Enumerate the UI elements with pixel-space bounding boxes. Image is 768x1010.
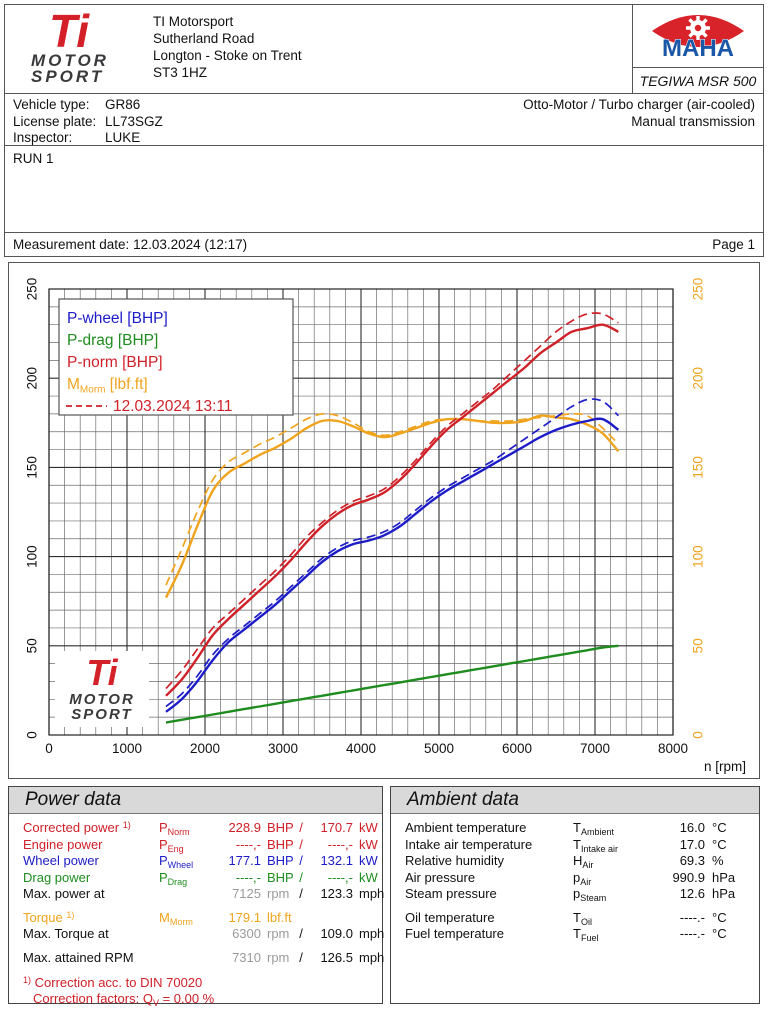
power-row-separator: /	[299, 869, 303, 885]
legend-item: P-drag [BHP]	[67, 332, 159, 349]
power-row	[23, 949, 385, 967]
power-row-symbol	[159, 886, 213, 903]
vehicle-row	[13, 97, 163, 114]
ambient-row-unit: hPa	[712, 886, 736, 901]
svg-text:150: 150	[690, 456, 706, 479]
maha-wordmark: MAHA	[662, 35, 734, 62]
power-row-value2: ----,-	[327, 836, 353, 852]
vehicle-type-value: GR86	[105, 97, 141, 112]
row-gap	[23, 943, 382, 950]
power-row-separator: /	[299, 820, 303, 835]
power-row-symbol: $P_{Wheel}$	[159, 853, 194, 870]
report-header-box	[4, 4, 764, 257]
power-row-label: Max. attained RPM	[23, 949, 134, 965]
svg-text:200: 200	[690, 366, 706, 390]
power-row-value1: 7310	[232, 949, 261, 965]
ambient-row	[405, 837, 759, 854]
vehicle-info-section	[5, 94, 763, 146]
power-row-unit1: BHP	[267, 869, 294, 885]
power-row-value1: ----,-	[235, 869, 261, 885]
inspector-label: Inspector:	[13, 130, 73, 145]
power-row-value2: 109.0	[320, 926, 353, 941]
svg-text:MOTOR: MOTOR	[69, 691, 135, 708]
y-right-labels	[691, 278, 706, 739]
power-data-title: Power data	[9, 787, 382, 814]
power-row-unit2	[353, 910, 379, 927]
shop-address	[133, 5, 302, 93]
svg-text:250: 250	[690, 277, 706, 301]
measurement-row	[5, 233, 763, 256]
ambient-row-symbol: $p_{Air}$	[573, 869, 592, 887]
svg-text:1000: 1000	[111, 741, 143, 756]
ambient-row-symbol: $T_{Intake air}$	[573, 836, 618, 854]
inspector-value: LUKE	[105, 130, 141, 145]
power-data-box	[8, 786, 385, 1008]
power-row-separator: /	[299, 853, 303, 868]
engine-type-line: Otto-Motor / Turbo charger (air-cooled)	[523, 97, 755, 112]
ambient-row	[405, 910, 759, 927]
power-row-label: Wheel power	[23, 853, 99, 868]
power-row-unit1: rpm	[267, 926, 290, 941]
ambient-row-label: Steam pressure	[405, 886, 497, 901]
ti-logo-word-motor: MOTOR	[31, 51, 109, 70]
power-row-label: Max. power at	[23, 886, 105, 901]
legend-item: 12.03.2024 13:11	[113, 398, 233, 415]
ambient-row-value: ----.-	[679, 909, 705, 925]
power-row-value2: 132.1	[320, 853, 353, 868]
svg-text:0: 0	[24, 731, 40, 739]
power-row-symbol	[159, 926, 213, 943]
power-row-separator: /	[299, 886, 303, 901]
vehicle-type-label: Vehicle type:	[13, 97, 90, 112]
dyno-model-label: TEGIWA MSR 500	[639, 73, 757, 89]
legend-item: P-norm [BHP]	[67, 354, 163, 371]
svg-text:7000: 7000	[579, 741, 611, 756]
svg-text:100: 100	[24, 545, 40, 568]
ambient-row-value: 16.0	[679, 820, 705, 835]
power-row-value1: 228.9	[228, 820, 261, 835]
correction-notes	[23, 966, 382, 1007]
y-left-labels	[25, 278, 40, 739]
power-row-value1: 177.1	[228, 853, 261, 868]
power-row-unit1: rpm	[267, 886, 290, 901]
svg-text:6000: 6000	[501, 741, 533, 756]
ambient-row-label: Fuel temperature	[405, 926, 504, 941]
x-axis-labels	[45, 741, 746, 774]
ambient-row	[405, 853, 759, 870]
svg-text:0: 0	[690, 731, 706, 739]
svg-text:Ti: Ti	[86, 652, 118, 693]
ambient-row-label: Oil temperature	[405, 909, 495, 925]
vehicle-row	[13, 130, 163, 147]
ambient-data-box	[390, 786, 760, 1004]
vehicle-info-left	[13, 97, 163, 145]
ambient-row-symbol: $T_{Fuel}$	[573, 926, 599, 943]
ambient-row-value: 990.9	[672, 869, 705, 885]
svg-text:4000: 4000	[345, 741, 377, 756]
power-row-unit1: rpm	[267, 949, 290, 965]
ambient-row-label: Ambient temperature	[405, 820, 527, 835]
power-row-unit1: BHP	[267, 853, 294, 868]
svg-text:3000: 3000	[267, 741, 299, 756]
power-row-unit1: BHP	[267, 836, 294, 852]
power-row-separator: /	[299, 836, 303, 852]
header-left	[5, 5, 632, 93]
power-row-label: Torque $^{1)}$	[23, 909, 75, 925]
power-row-value1: 7125	[232, 886, 261, 901]
power-row	[23, 926, 385, 943]
ambient-row-unit: °C	[712, 926, 727, 941]
ti-logo-word-sport: SPORT	[31, 67, 105, 86]
svg-text:SPORT: SPORT	[71, 706, 133, 723]
power-row-value2	[307, 910, 353, 927]
power-row-value1: ----,-	[235, 836, 261, 852]
power-row	[23, 870, 382, 887]
ambient-row-symbol: $H_{Air}$	[573, 853, 594, 870]
ambient-row-unit: °C	[712, 836, 727, 852]
ambient-row-value: 69.3	[679, 853, 705, 868]
power-row-unit2: mph	[359, 949, 385, 965]
address-line: ST3 1HZ	[153, 65, 208, 80]
svg-text:150: 150	[24, 456, 40, 479]
ambient-data-title: Ambient data	[391, 787, 759, 814]
power-row-unit2: kW	[359, 820, 378, 835]
vehicle-row	[13, 114, 163, 131]
chart-legend	[59, 299, 293, 415]
transmission-line: Manual transmission	[631, 113, 755, 129]
svg-text:5000: 5000	[423, 741, 455, 756]
ambient-row-symbol: $T_{Oil}$	[573, 909, 592, 927]
ambient-row-symbol: $p_{Steam}$	[573, 886, 607, 903]
ti-logo-mark: Ti	[49, 5, 90, 57]
ambient-row-unit: %	[712, 853, 724, 868]
correction-note: $^{1)}$ Correction acc. to DIN 70020	[23, 975, 203, 990]
power-row-unit1: BHP	[267, 820, 294, 835]
power-row-value2: 126.5	[320, 949, 353, 965]
power-row-symbol: $P_{Drag}$	[159, 869, 188, 887]
svg-text:8000: 8000	[657, 741, 689, 756]
svg-text:100: 100	[690, 545, 706, 568]
measurement-date: Measurement date: 12.03.2024 (12:17)	[13, 237, 248, 252]
chart-watermark-logo	[55, 651, 149, 727]
power-row-label: Max. Torque at	[23, 926, 109, 941]
license-plate-label: License plate:	[13, 113, 97, 129]
row-gap	[23, 903, 382, 910]
dyno-chart	[8, 262, 760, 779]
power-row	[23, 837, 382, 854]
address-line: Sutherland Road	[153, 31, 255, 46]
address-line: Longton - Stoke on Trent	[153, 48, 302, 63]
ambient-data-table	[391, 814, 759, 943]
ambient-row	[405, 926, 759, 943]
power-row-value2: ----,-	[327, 869, 353, 885]
power-row-separator	[295, 910, 307, 927]
power-row-symbol: $M_{Morm}$	[159, 909, 193, 927]
svg-text:50: 50	[24, 638, 40, 654]
ambient-row-symbol: $T_{Ambient}$	[573, 820, 614, 837]
power-row-value1: 179.1	[228, 909, 261, 925]
header-right	[632, 5, 763, 93]
svg-text:50: 50	[690, 638, 706, 654]
maha-logo	[633, 5, 763, 68]
power-row-unit2: kW	[359, 869, 378, 885]
legend-item: P-wheel [BHP]	[67, 310, 168, 327]
power-row-unit2: mph	[359, 886, 385, 901]
power-row-label: Drag power	[23, 869, 91, 885]
ambient-row-unit: °C	[712, 820, 727, 835]
power-data-table	[9, 814, 385, 1008]
power-row-value2: 170.7	[320, 820, 353, 835]
ambient-row-value: ----.-	[679, 926, 705, 941]
ambient-row-label: Intake air temperature	[405, 836, 533, 852]
license-plate-value: LL73SGZ	[105, 113, 163, 129]
ambient-row-unit: hPa	[712, 869, 736, 885]
power-row-separator: /	[299, 949, 303, 965]
power-row-unit2: mph	[359, 926, 385, 941]
svg-text:250: 250	[24, 277, 40, 301]
run-label: RUN 1	[5, 146, 763, 233]
svg-text:0: 0	[45, 741, 53, 756]
power-row-value1: 6300	[232, 926, 261, 941]
data-section	[8, 786, 760, 1008]
x-axis-title: n [rpm]	[703, 759, 746, 774]
svg-text:2000: 2000	[189, 741, 221, 756]
engine-info	[523, 97, 755, 145]
power-row-label: Engine power	[23, 836, 103, 852]
ambient-row-value: 12.6	[679, 886, 705, 901]
correction-note: Correction factors: $Q_V = 0.00$ %	[33, 991, 215, 1008]
ambient-row	[405, 820, 759, 837]
power-row	[23, 910, 382, 927]
ambient-row-value: 17.0	[679, 836, 705, 852]
power-row-symbol	[159, 950, 213, 967]
power-row-label: Corrected power $^{1)}$	[23, 820, 131, 835]
ti-motorsport-logo	[5, 5, 133, 93]
power-row-separator: /	[299, 926, 303, 941]
ambient-row-label: Relative humidity	[405, 853, 504, 868]
svg-text:200: 200	[24, 366, 40, 390]
dyno-chart-svg	[9, 263, 759, 778]
ambient-row-unit: °C	[712, 909, 727, 925]
legend-item: $M_{Morm}$ [lbf.ft]	[67, 376, 148, 396]
power-row-unit2: kW	[359, 853, 378, 868]
ambient-row	[405, 886, 759, 903]
power-row	[23, 820, 382, 837]
power-row	[23, 853, 382, 870]
ambient-row-label: Air pressure	[405, 869, 476, 885]
row-gap	[405, 903, 759, 910]
power-row-unit1: lbf.ft	[267, 909, 292, 925]
maha-logo-graphic	[646, 8, 750, 64]
power-row-symbol: $P_{Norm}$	[159, 820, 190, 837]
address-line: TI Motorsport	[153, 14, 234, 29]
power-row-value2: 123.3	[320, 886, 353, 901]
ambient-row	[405, 870, 759, 887]
power-row-unit2: kW	[359, 836, 378, 852]
power-row	[23, 886, 385, 903]
power-row-symbol: $P_{Eng}$	[159, 836, 184, 854]
header	[5, 5, 763, 94]
page-number: Page 1	[712, 237, 755, 252]
